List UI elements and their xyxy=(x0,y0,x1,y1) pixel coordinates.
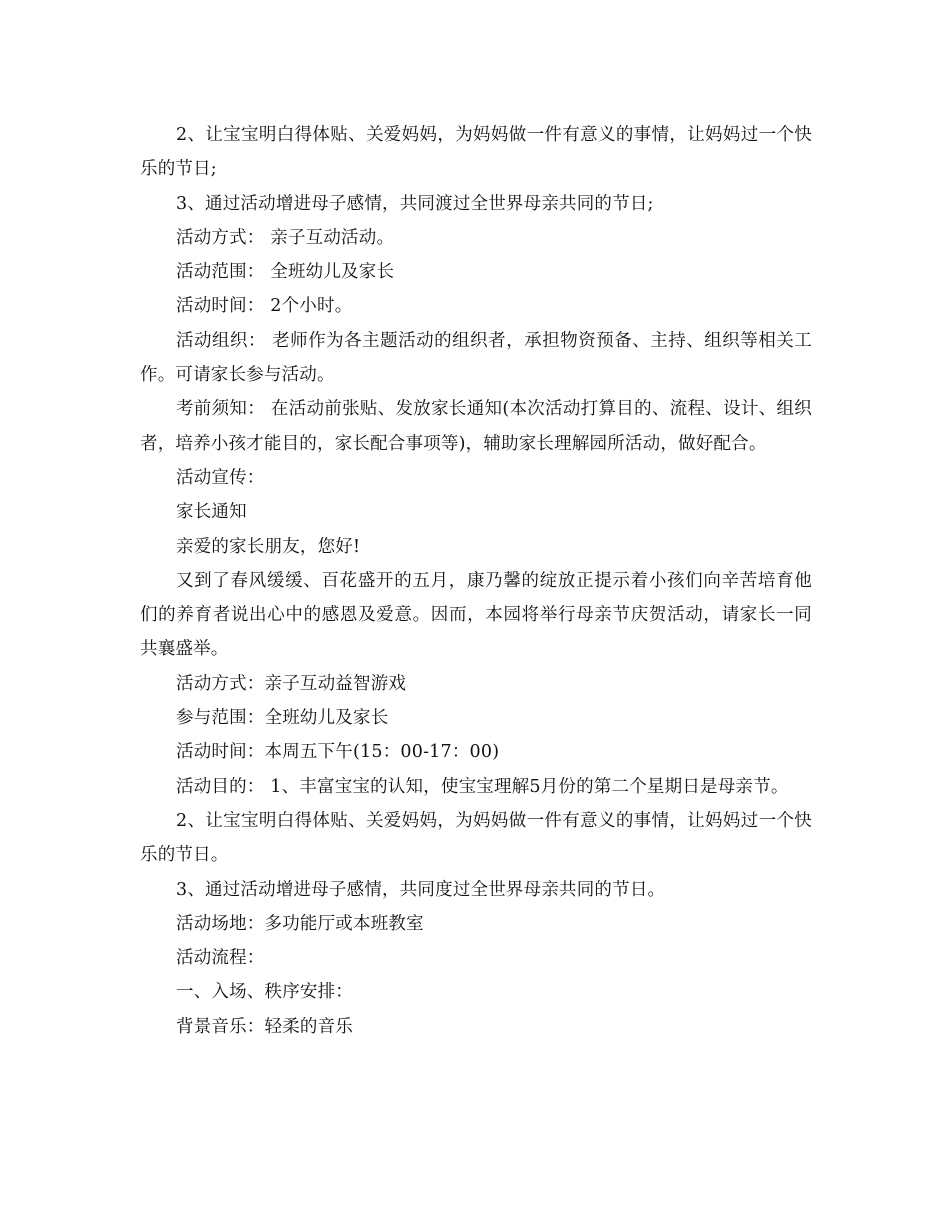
paragraph: 参与范围：全班幼儿及家长 xyxy=(176,708,389,729)
paragraph: 2、让宝宝明白得体贴、关爱妈妈，为妈妈做一件有意义的事情，让妈妈过一个快乐的节日。 xyxy=(140,810,812,866)
paragraph: 又到了春风缓缓、百花盛开的五月，康乃馨的绽放正提示着小孩们向辛苦培育他们的养育者说出心中的感恩及爱意。因而，本园将举行母亲节庆贺活动，请家长一同共襄盛举。 xyxy=(140,570,812,660)
paragraph: 3、通过活动增进母子感情，共同渡过全世界母亲共同的节日; xyxy=(176,193,654,214)
paragraph: 3、通过活动增进母子感情，共同度过全世界母亲共同的节日。 xyxy=(176,879,666,900)
paragraph: 活动时间： 2个小时。 xyxy=(176,296,353,317)
paragraph: 背景音乐：轻柔的音乐 xyxy=(176,1016,353,1037)
paragraph: 活动组织： 老师作为各主题活动的组织者，承担物资预备、主持、组织等相关工作。可请家长参与活动。 xyxy=(140,330,812,386)
paragraph: 活动目的： 1、丰富宝宝的认知，使宝宝理解5月份的第二个星期日是母亲节。 xyxy=(176,776,789,797)
paragraph: 活动时间：本周五下午(15：00-17：00) xyxy=(176,742,500,763)
paragraph: 活动范围： 全班幼儿及家长 xyxy=(176,262,395,283)
paragraph: 2、让宝宝明白得体贴、关爱妈妈，为妈妈做一件有意义的事情，让妈妈过一个快乐的节日; xyxy=(140,125,812,180)
document-body xyxy=(140,118,812,1044)
paragraph: 亲爱的家长朋友，您好! xyxy=(176,536,361,557)
paragraph: 活动方式： 亲子互动活动。 xyxy=(176,227,395,248)
paragraph: 活动方式：亲子互动益智游戏 xyxy=(176,673,407,694)
paragraph: 活动场地：多功能厅或本班教室 xyxy=(176,913,424,934)
paragraph: 家长通知 xyxy=(176,502,247,523)
paragraph: 考前须知： 在活动前张贴、发放家长通知(本次活动打算目的、流程、设计、组织者，培养小孩才能目的，家长配合事项等)，辅助家长理解园所活动，做好配合。 xyxy=(140,399,812,454)
paragraph: 活动流程： xyxy=(176,948,265,969)
paragraph: 活动宣传： xyxy=(176,467,265,488)
paragraph: 一、入场、秩序安排： xyxy=(176,982,353,1003)
